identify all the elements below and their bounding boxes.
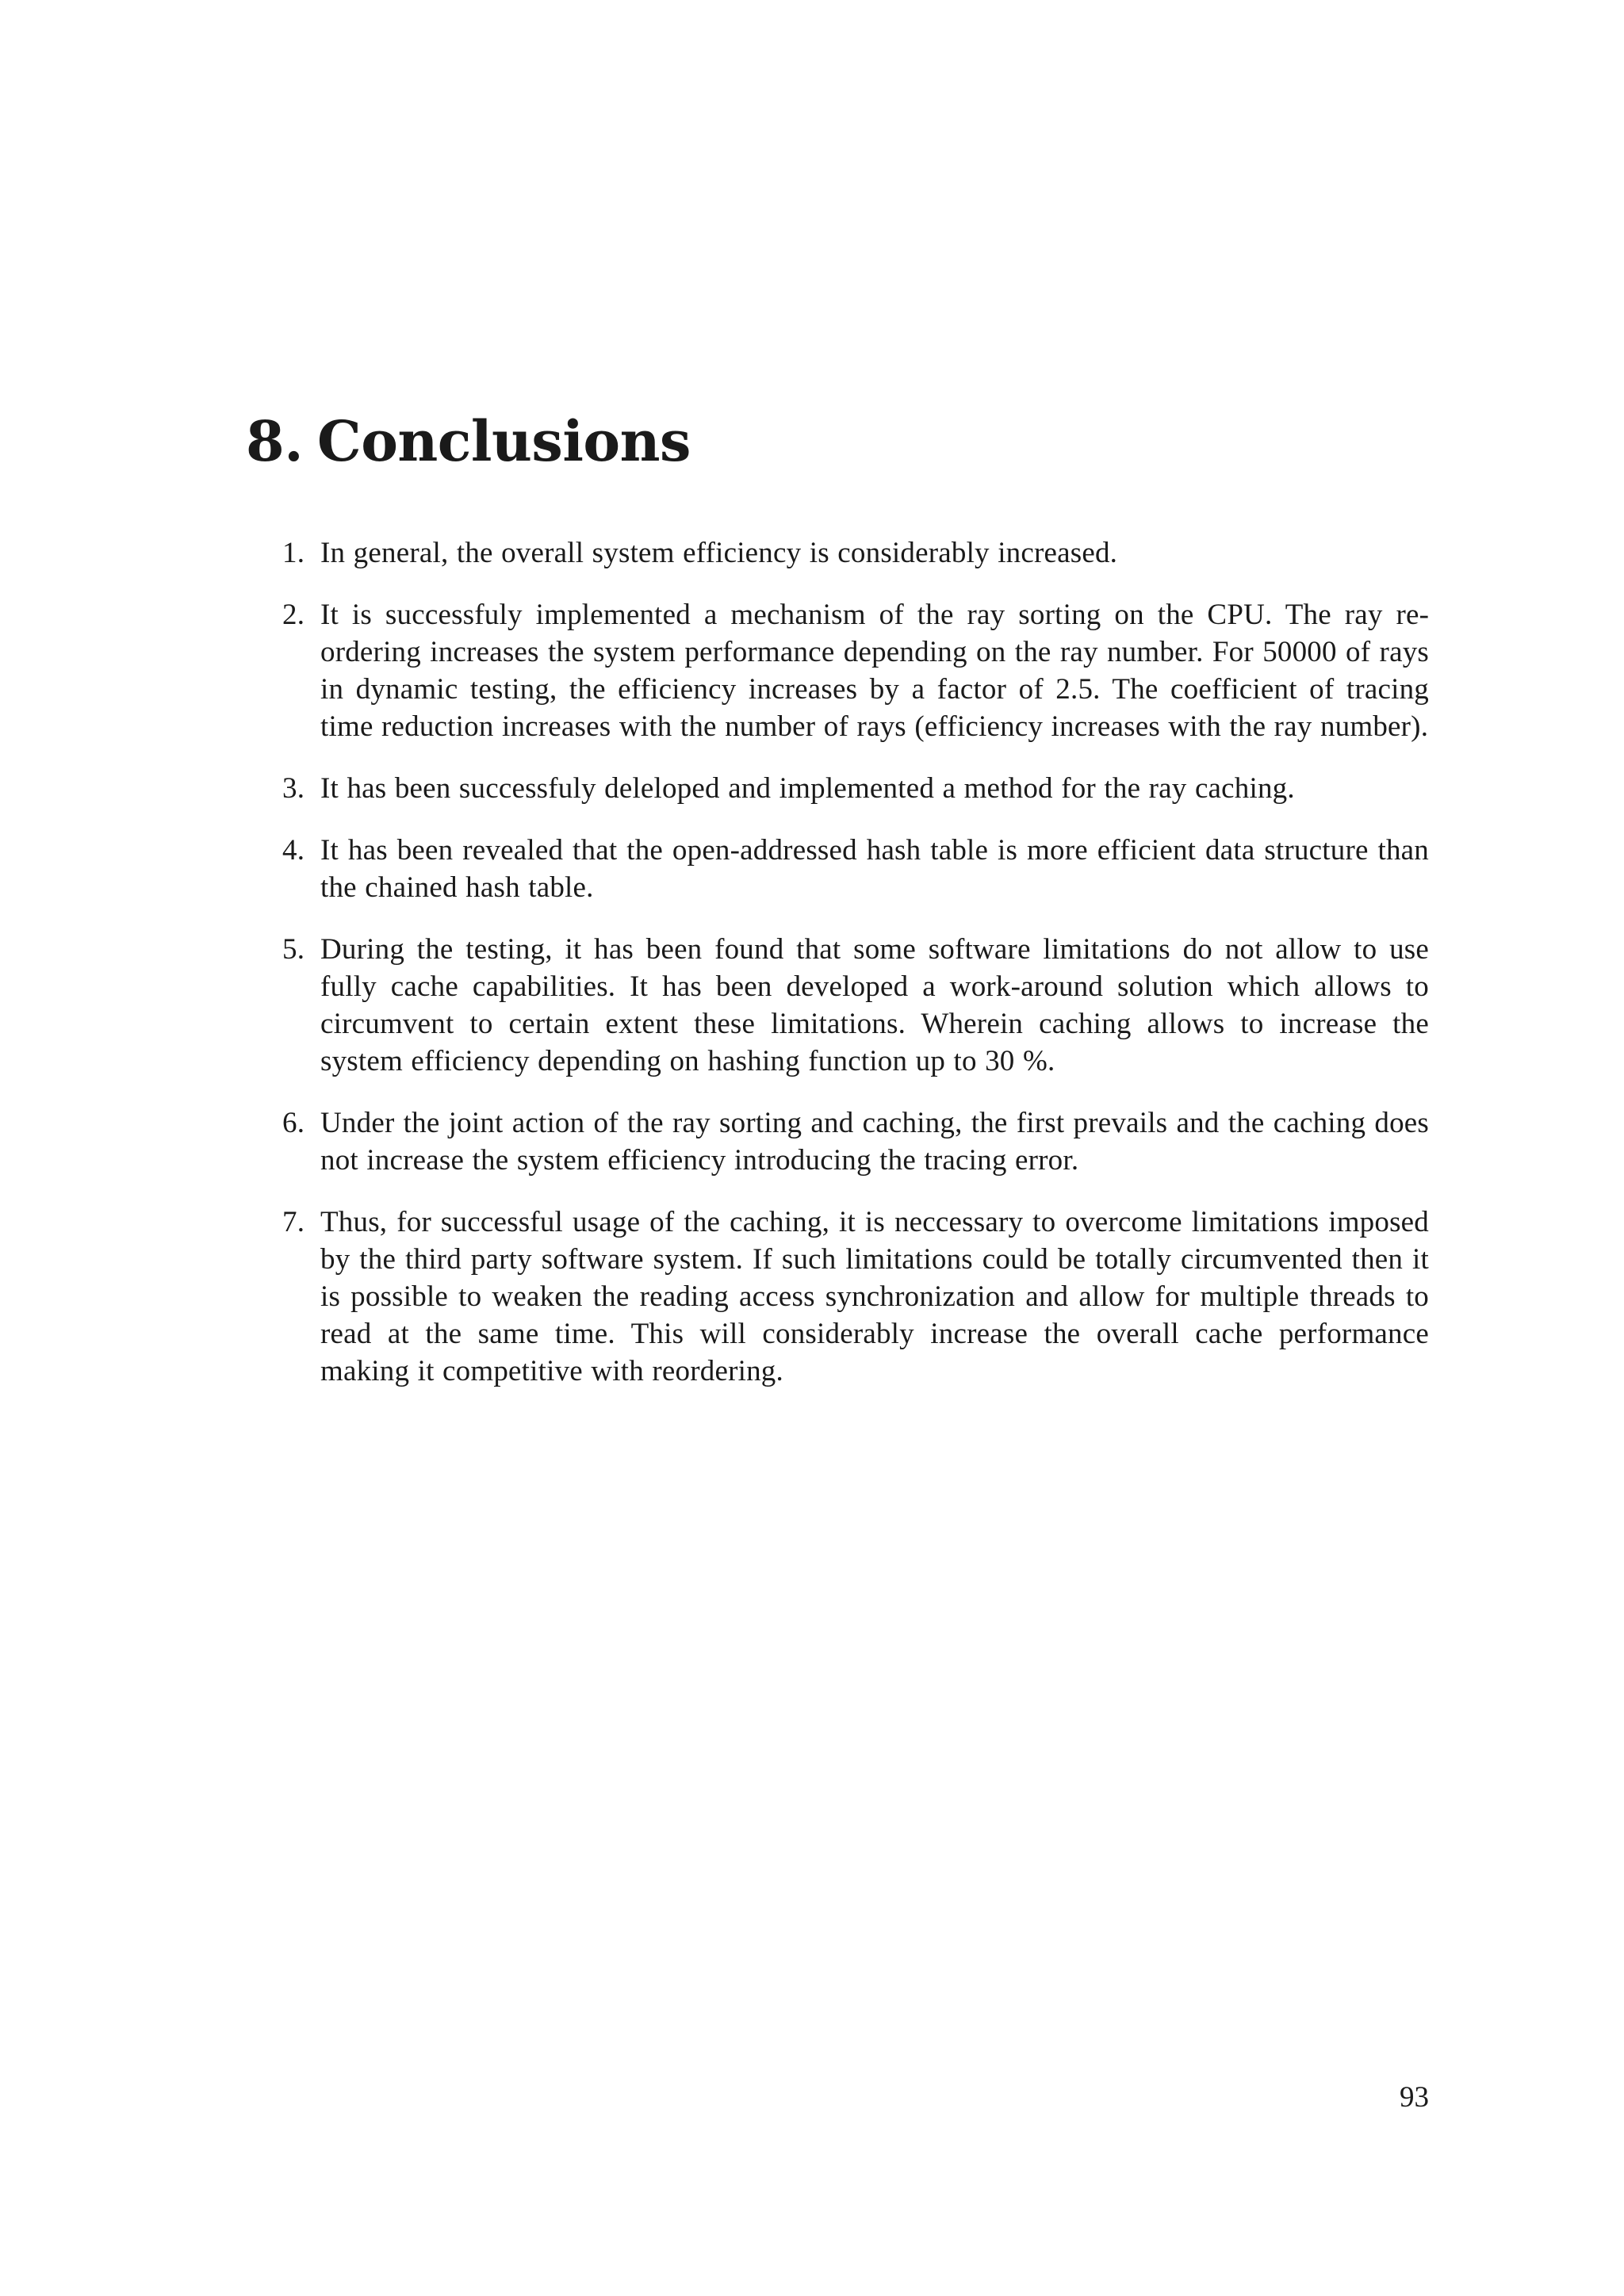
list-item-marker: 1. [282,537,305,569]
list-item-marker: 2. [282,599,305,631]
chapter-number: 8. [246,408,304,474]
list-item-marker: 3. [282,772,305,805]
list-item-marker: 6. [282,1107,305,1139]
list-item-4 [282,832,1429,906]
list-item-text: It is successfuly implemented a mechanism of the ray sorting on the CPU. The ray reordering increases the system performance depending on the ray number. For 50000 of rays in dynamic testing, the efficiency increases by a factor of 2.5. The coefficient of tracing time reduction increases with the number of rays (efficiency increases with the ray number). [320,599,1429,743]
list-item-text: It has been revealed that the open-addressed hash table is more efficient data structure than the chained hash table. [320,834,1429,904]
list-item-marker: 4. [282,834,305,867]
list-item-text: It has been successfuly deleloped and implemented a method for the ray caching. [320,772,1295,805]
list-item-6 [282,1104,1429,1179]
list-item-text: Under the joint action of the ray sorting and caching, the first prevails and the caching does not increase the system efficiency introducing the tracing error. [320,1107,1429,1177]
list-item-1 [282,534,1429,572]
list-item-7 [282,1203,1429,1390]
list-item-marker: 5. [282,933,305,966]
list-item-text: In general, the overall system efficiency is considerably increased. [320,537,1118,569]
list-item-text: During the testing, it has been found that some software limitations do not allow to use fully cache capabilities. It has been developed a work-around solution which allows to circumvent to certain extent these limitations. Wherein caching allows to increase the system efficiency depending on hashing function up to 30 %. [320,933,1429,1077]
list-item-5 [282,931,1429,1080]
list-item-3 [282,770,1429,807]
chapter-title [246,406,691,477]
chapter-title-text: Conclusions [317,408,691,474]
page-number: 93 [1400,2081,1429,2114]
list-item-2 [282,596,1429,745]
list-item-text: Thus, for successful usage of the caching, it is neccessary to overcome limitations imposed by the third party software system. If such limitations could be totally circumvented then it is possible to weaken the reading access synchronization and allow for multiple threads to read at the same time. This will considerably increase the overall cache performance making it competitive with reordering. [320,1206,1429,1387]
list-item-marker: 7. [282,1206,305,1238]
conclusions-list [282,534,1429,1414]
